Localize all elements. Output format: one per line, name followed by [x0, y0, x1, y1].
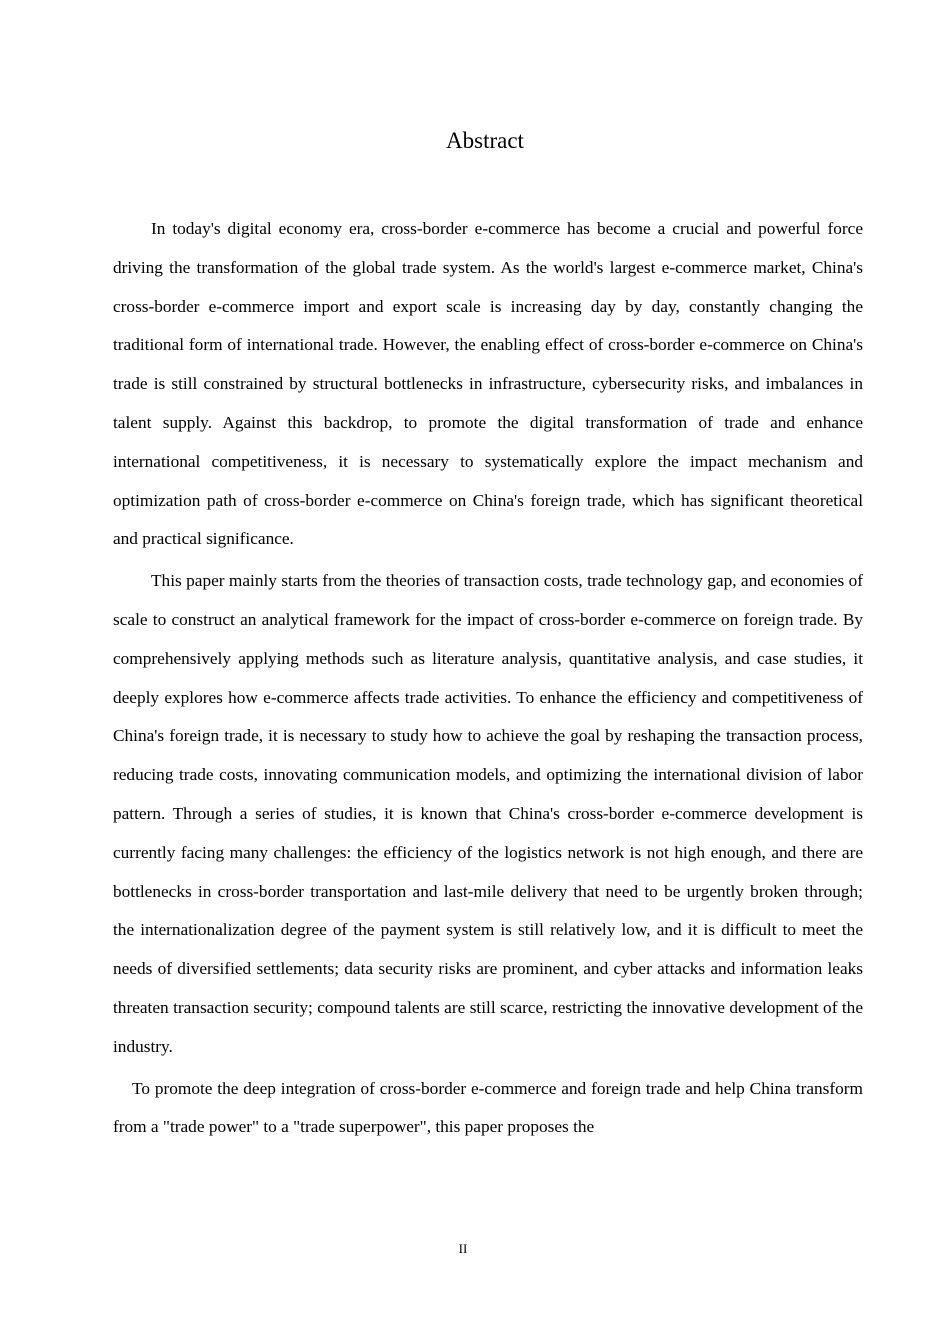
abstract-paragraph-1: In today's digital economy era, cross-border e-commerce has become a crucial and powerful force driving the transformation of the global trade system. As the world's largest e-commerce market, China's cross-border e-commerce import and export scale is increasing day by day, constantly changing the traditional form of international trade. However, the enabling effect of cross-border e-commerce on China's trade is still constrained by structural bottlenecks in infrastructure, cybersecurity risks, and imbalances in talent supply. Against this backdrop, to promote the digital transformation of trade and enhance international competitiveness, it is necessary to systematically explore the impact mechanism and optimization path of cross-border e-commerce on China's foreign trade, which has significant theoretical and practical significance. [113, 219, 863, 549]
abstract-paragraph-2: This paper mainly starts from the theories of transaction costs, trade technology gap, and economies of scale to construct an analytical framework for the impact of cross-border e-commerce on foreign trade. By comprehensively applying methods such as literature analysis, quantitative analysis, and case studies, it deeply explores how e-commerce affects trade activities. To enhance the efficiency and competitiveness of China's foreign trade, it is necessary to study how to achieve the goal by reshaping the transaction process, reducing trade costs, innovating communication models, and optimizing the international division of labor pattern. Through a series of studies, it is known that China's cross-border e-commerce development is currently facing many challenges: the efficiency of the logistics network is not high enough, and there are bottlenecks in cross-border transportation and last-mile delivery that need to be urgently broken through; the internationalization degree of the payment system is still relatively low, and it is difficult to meet the needs of diversified settlements; data security risks are prominent, and cyber attacks and information leaks threaten transaction security; compound talents are still scarce, restricting the innovative development of the industry. [113, 571, 863, 1056]
abstract-body [113, 210, 863, 1150]
abstract-paragraph-3: To promote the deep integration of cross-border e-commerce and foreign trade and help China transform from a "trade power" to a "trade superpower", this paper proposes the [113, 1078, 863, 1137]
abstract-title: Abstract [446, 128, 524, 153]
page-number: II [458, 1241, 468, 1256]
